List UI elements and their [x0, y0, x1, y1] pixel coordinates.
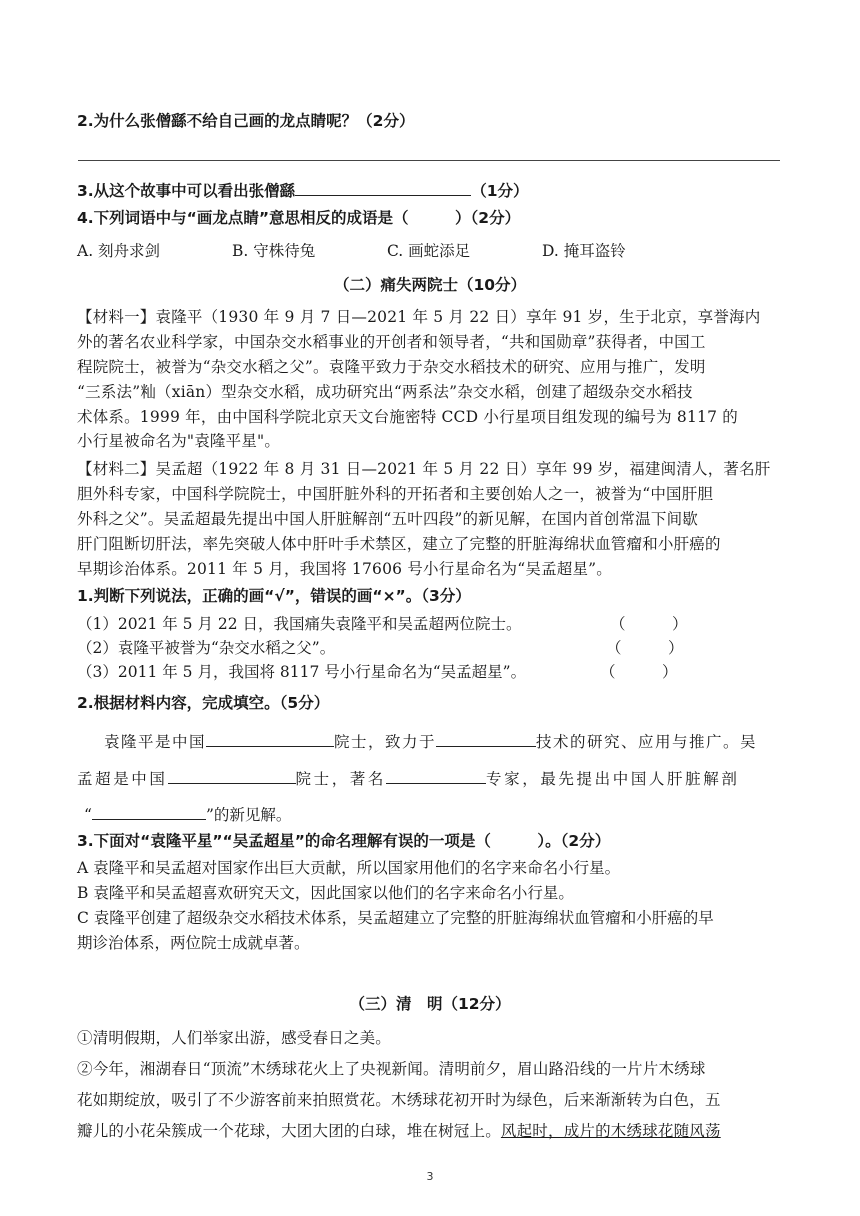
- option-a[interactable]: A. 刻舟求剑: [77, 242, 161, 260]
- material-2-line: 【材料二】吴孟超（1922 年 8 月 31 日—2021 年 5 月 22 日）享年 99 岁，福建闽清人，著名肝: [77, 460, 771, 478]
- paragraph-2-line: ②今年，湘湖春日“顶流”木绣球花火上了央视新闻。清明前夕，眉山路沿线的一片片木绣球: [77, 1060, 706, 1078]
- fill-text: “: [84, 806, 92, 824]
- fill-text: 院士，著名: [295, 770, 387, 788]
- fill-blank[interactable]: [92, 802, 206, 820]
- s2-question-2-title: 2.根据材料内容，完成填空。（5分）: [77, 694, 330, 712]
- paragraph-2-line: 花如期绽放，吸引了不少游客前来拍照赏花。木绣球花初开时为绿色，后来渐渐转为白色，五: [77, 1091, 721, 1109]
- judge-item: （2）袁隆平被誉为“杂交水稻之父”。: [77, 639, 336, 657]
- material-2-line: 外科之父”。吴孟超最先提出中国人肝脏解剖“五叶四段”的新见解，在国内首创常温下间歇: [77, 510, 698, 528]
- option-c[interactable]: C. 画蛇添足: [387, 242, 471, 260]
- paragraph-1: ①清明假期，人们举家出游，感受春日之美。: [77, 1029, 392, 1047]
- question-2-why-no-eyes: 2.为什么张僧繇不给自己画的龙点睛呢？（2分）: [77, 112, 415, 130]
- fill-blank[interactable]: [436, 729, 536, 747]
- option-d[interactable]: D. 掩耳盗铃: [542, 242, 626, 260]
- question-3-prefix: 3.从这个故事中可以看出张僧繇: [77, 182, 296, 200]
- s2-question-1-title: 1.判断下列说法，正确的画“√”，错误的画“×”。（3分）: [77, 587, 471, 605]
- material-1-line: 术体系。1999 年，由中国科学院北京天文台施密特 CCD 小行星项目组发现的编号为 8117 的: [77, 408, 738, 426]
- judge-item: （3）2011 年 5 月，我国将 8117 号小行星命名为“吴孟超星”。: [77, 663, 527, 681]
- fill-in-line-2: [77, 766, 739, 790]
- material-2-line: 早期诊治体系。2011 年 5 月，我国将 17606 号小行星命名为“吴孟超星”。: [77, 560, 613, 578]
- judge-item: （1）2021 年 5 月 22 日，我国痛失袁隆平和吴孟超两位院士。: [77, 615, 522, 633]
- material-1-line: 小行星被命名为"袁隆平星"。: [77, 432, 281, 450]
- fill-text: 孟超是中国: [77, 770, 168, 788]
- question-4-idiom: 4.下列词语中与“画龙点睛”意思相反的成语是（ ）（2分）: [77, 209, 521, 227]
- fill-text: 技术的研究、应用与推广。吴: [536, 733, 758, 751]
- paragraph-2-plain: 瓣儿的小花朵簇成一个花球，大团大团的白球，堆在树冠上。: [77, 1122, 501, 1140]
- material-2-line: 肝门阻断切肝法，率先突破人体中肝叶手术禁区，建立了完整的肝脏海绵状血管瘤和小肝癌的: [77, 535, 721, 553]
- s2-q3-option-b[interactable]: B 袁隆平和吴孟超喜欢研究天文，因此国家以他们的名字来命名小行星。: [77, 884, 574, 902]
- option-b[interactable]: B. 守株待兔: [232, 242, 316, 260]
- question-3-story: [77, 178, 528, 202]
- section-3-title: （三）清 明（12分）: [349, 995, 511, 1013]
- question-3-suffix: （1分）: [471, 182, 529, 200]
- answer-line: [78, 160, 780, 161]
- s2-q3-option-c-cont: 期诊治体系，两位院士成就卓著。: [77, 934, 310, 952]
- page-number: 3: [426, 1170, 434, 1183]
- s2-q3-option-c[interactable]: C 袁隆平创建了超级杂交水稻技术体系，吴孟超建立了完整的肝脏海绵状血管瘤和小肝癌的早: [77, 909, 714, 927]
- judge-answer-paren[interactable]: （ ）: [606, 639, 684, 657]
- fill-in-line-1: [104, 729, 757, 753]
- fill-text: 专家，最先提出中国人肝脏解剖: [486, 770, 740, 788]
- fill-text: 袁隆平是中国: [104, 733, 207, 751]
- judge-answer-paren[interactable]: （ ）: [600, 663, 678, 681]
- s2-q3-option-a[interactable]: A 袁隆平和吴孟超对国家作出巨大贡献，所以国家用他们的名字来命名小行星。: [77, 859, 621, 877]
- s2-question-3-title: 3.下面对“袁隆平星”“吴孟超星”的命名理解有误的一项是（ ）。（2分）: [77, 832, 611, 850]
- paragraph-2-line: [77, 1120, 721, 1142]
- material-1-line: “三系法”籼（xiān）型杂交水稻，成功研究出“两系法”杂交水稻，创建了超级杂交水稻技: [77, 383, 693, 401]
- fill-blank[interactable]: [168, 766, 296, 784]
- section-2-title: （二）痛失两院士（10分）: [333, 276, 527, 294]
- material-1-line: 程院院士，被誉为“杂交水稻之父”。袁隆平致力于杂交水稻技术的研究、应用与推广，发明: [77, 358, 706, 376]
- material-1-line: 【材料一】袁隆平（1930 年 9 月 7 日—2021 年 5 月 22 日）享年 91 岁，生于北京，享誉海内: [77, 308, 761, 326]
- fill-blank[interactable]: [386, 766, 486, 784]
- fill-text: 院士，致力于: [334, 733, 437, 751]
- material-2-line: 胆外科专家，中国科学院院士，中国肝脏外科的开拓者和主要创始人之一，被誉为“中国肝胆: [77, 485, 714, 503]
- fill-blank[interactable]: [295, 178, 471, 196]
- fill-in-line-3: [84, 802, 291, 826]
- fill-blank[interactable]: [206, 729, 334, 747]
- material-1-line: 外的著名农业科学家，中国杂交水稻事业的开创者和领导者，“共和国勋章”获得者，中国工: [77, 333, 706, 351]
- paragraph-2-underlined: 风起时，成片的木绣球花随风荡: [500, 1122, 721, 1140]
- judge-answer-paren[interactable]: （ ）: [610, 615, 688, 633]
- question-4-options: [77, 240, 697, 262]
- fill-text: ”的新见解。: [205, 806, 292, 824]
